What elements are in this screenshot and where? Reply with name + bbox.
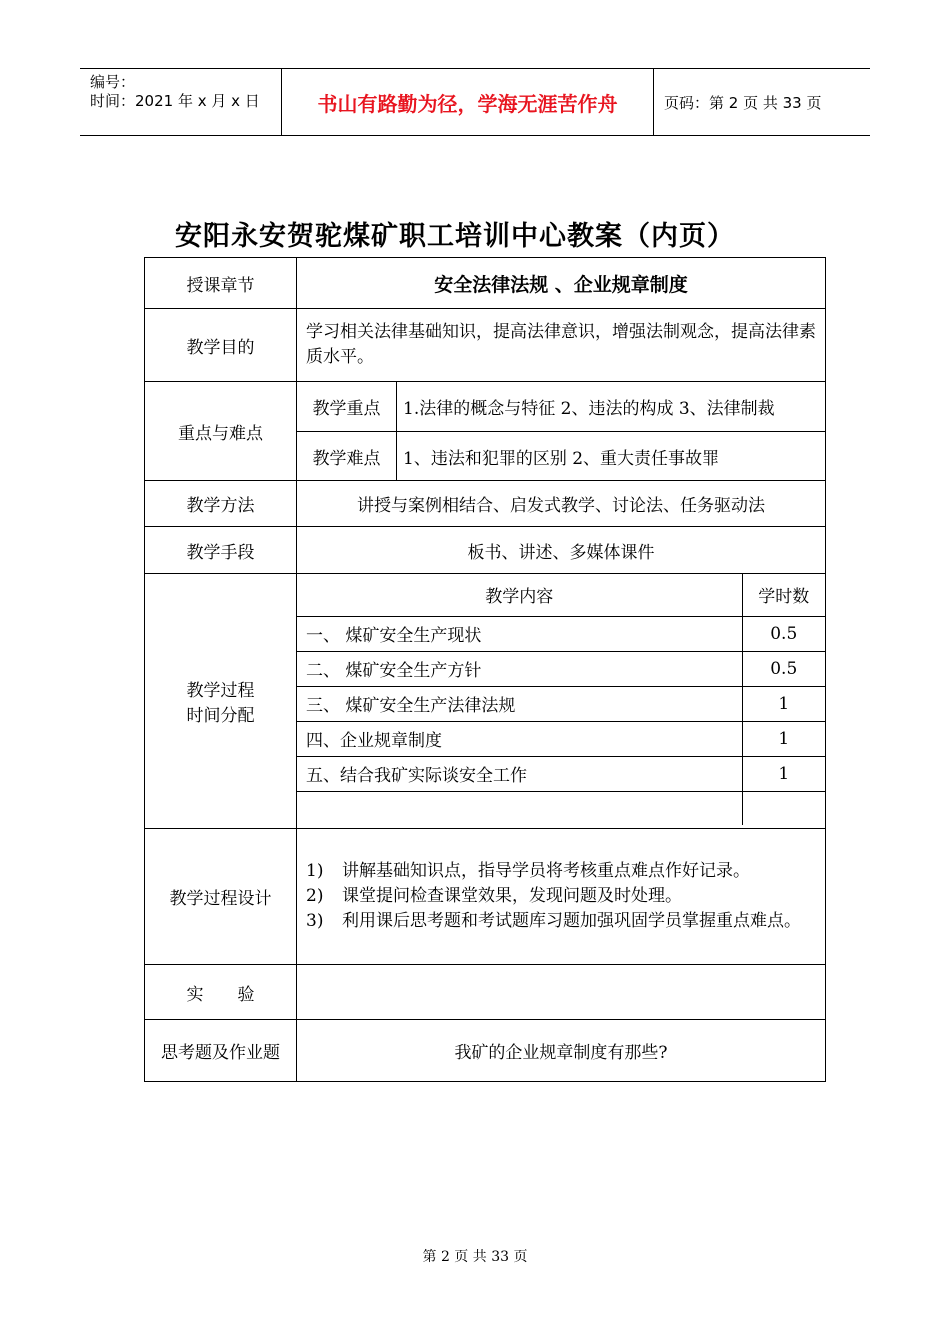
number-label: 编号：: [90, 73, 136, 91]
homework-row: [145, 1020, 826, 1082]
table-row-empty: [297, 791, 825, 825]
list-item-text: 利用课后思考题和考试题库习题加强巩固学员掌握重点难点。: [342, 911, 801, 931]
hours-header: 学时数: [742, 574, 825, 616]
chapter-row: [145, 258, 826, 309]
experiment-label: 实 验: [145, 965, 297, 1020]
method-label: 教学方法: [145, 481, 297, 527]
content-item: 一、 煤矿安全生产现状: [297, 616, 742, 651]
header-meta: [90, 73, 280, 111]
means-value: 板书、讲述、多媒体课件: [297, 527, 826, 574]
hours-item: 1: [742, 721, 825, 756]
difficulty-label: 教学难点: [297, 432, 397, 481]
list-item: [306, 909, 817, 934]
list-item-text: 讲解基础知识点，指导学员将考核重点难点作好记录。: [342, 861, 750, 881]
goal-row: [145, 309, 826, 382]
hours-item: 0.5: [742, 651, 825, 686]
focus-value: 1.法律的概念与特征 2、违法的构成 3、法律制裁: [397, 382, 826, 432]
table-row: [297, 686, 825, 721]
process-label: [145, 574, 297, 829]
content-item: 四、企业规章制度: [297, 721, 742, 756]
process-label-line2: 时间分配: [186, 706, 255, 726]
table-row: [297, 756, 825, 791]
homework-label: 思考题及作业题: [145, 1020, 297, 1082]
page-title: 安阳永安贺驼煤矿职工培训中心教案（内页）: [175, 221, 735, 252]
time-label: 时间：2021 年 x 月 x 日: [90, 92, 260, 110]
page-footer: 第 2 页 共 33 页: [422, 1249, 528, 1265]
design-label: 教学过程设计: [145, 829, 297, 965]
process-label-line1: 教学过程: [186, 681, 255, 701]
method-row: [145, 481, 826, 527]
design-row: [145, 829, 826, 965]
list-item-number: 2): [306, 886, 324, 906]
goal-value: 学习相关法律基础知识，提高法律意识，增强法制观念，提高法律素质水平。: [297, 309, 826, 382]
content-item: 三、 煤矿安全生产法律法规: [297, 686, 742, 721]
header-divider: [653, 69, 654, 136]
hours-item-empty: [742, 791, 825, 825]
homework-value: 我矿的企业规章制度有那些?: [297, 1020, 826, 1082]
table-row: [297, 721, 825, 756]
list-item-number: 3): [306, 911, 324, 931]
chapter-value: 安全法律法规 、企业规章制度: [297, 258, 826, 309]
focus-row: [145, 382, 826, 432]
experiment-row: [145, 965, 826, 1020]
page-header: [80, 68, 870, 136]
list-item-text: 课堂提问检查课堂效果，发现问题及时处理。: [342, 886, 682, 906]
list-item: [306, 859, 817, 884]
content-header-row: [297, 574, 825, 616]
keypoint-label: 重点与难点: [145, 382, 297, 481]
process-row: [145, 574, 826, 829]
content-item: 二、 煤矿安全生产方针: [297, 651, 742, 686]
lesson-plan-table: [144, 257, 826, 1082]
table-row: [297, 651, 825, 686]
content-item: 五、结合我矿实际谈安全工作: [297, 756, 742, 791]
hours-item: 1: [742, 686, 825, 721]
hours-item: 0.5: [742, 616, 825, 651]
list-item: [306, 884, 817, 909]
content-item-empty: [297, 791, 742, 825]
method-value: 讲授与案例相结合、启发式教学、讨论法、任务驱动法: [297, 481, 826, 527]
list-item-number: 1): [306, 861, 324, 881]
table-row: [297, 616, 825, 651]
design-list: [306, 859, 817, 934]
focus-label: 教学重点: [297, 382, 397, 432]
means-label: 教学手段: [145, 527, 297, 574]
goal-label: 教学目的: [145, 309, 297, 382]
design-value: [297, 829, 826, 965]
header-motto: 书山有路勤为径，学海无涯苦作舟: [317, 92, 618, 116]
hours-item: 1: [742, 756, 825, 791]
means-row: [145, 527, 826, 574]
difficulty-value: 1、违法和犯罪的区别 2、重大责任事故罪: [397, 432, 826, 481]
content-table: [297, 574, 825, 825]
header-page-info: 页码：第 2 页 共 33 页: [664, 94, 822, 112]
content-header: 教学内容: [297, 574, 742, 616]
content-table-cell: [297, 574, 826, 829]
experiment-value: [297, 965, 826, 1020]
chapter-label: 授课章节: [145, 258, 297, 309]
